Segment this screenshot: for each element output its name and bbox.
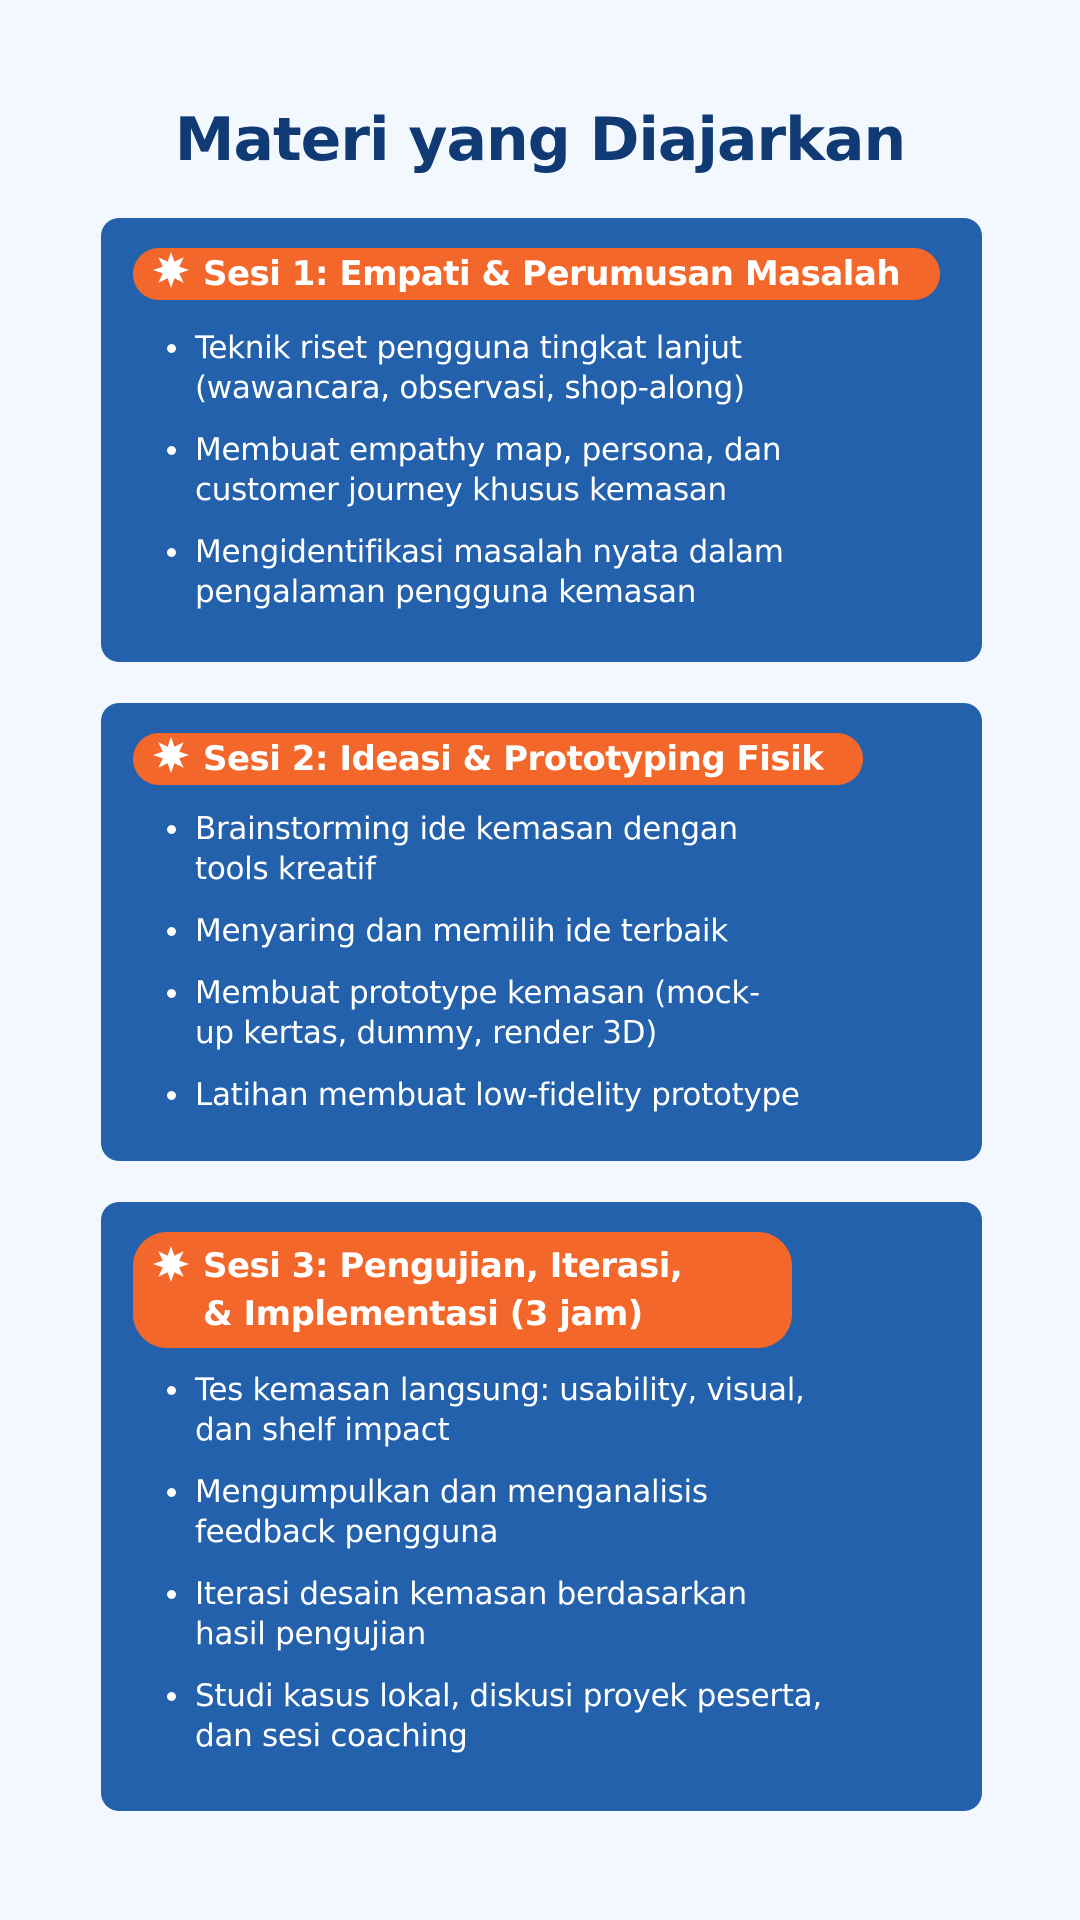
list-item-line: Brainstorming ide kemasan dengan [195, 811, 738, 847]
list-item-line: (wawancara, observasi, shop-along) [195, 370, 745, 406]
list-item-line: Iterasi desain kemasan berdasarkan [195, 1576, 747, 1612]
bullet-icon [167, 927, 176, 936]
list-item [195, 328, 962, 408]
bullet-icon [167, 1488, 176, 1497]
session-card-3 [101, 1202, 982, 1811]
session-title-2 [133, 733, 863, 785]
bullet-icon [167, 1386, 176, 1395]
list-item [195, 1075, 962, 1115]
bullet-icon [167, 446, 176, 455]
list-item-line: tools kreatif [195, 851, 376, 887]
list-item [195, 1472, 962, 1552]
session-card-1 [101, 218, 982, 662]
session-title-1 [133, 248, 940, 300]
session-title-line: Sesi 2: Ideasi & Prototyping Fisik [203, 739, 824, 779]
bullet-icon [167, 825, 176, 834]
list-item-line: Mengumpulkan dan menganalisis [195, 1474, 708, 1510]
starburst-icon [153, 1246, 189, 1282]
list-item [195, 430, 962, 510]
list-item [195, 911, 962, 951]
list-item-line: Latihan membuat low-fidelity prototype [195, 1077, 800, 1113]
list-item-line: Menyaring dan memilih ide terbaik [195, 913, 728, 949]
list-item-line: Membuat prototype kemasan (mock- [195, 975, 760, 1011]
list-item-line: feedback pengguna [195, 1514, 499, 1550]
bullet-icon [167, 548, 176, 557]
session-card-2 [101, 703, 982, 1161]
list-item-line: Studi kasus lokal, diskusi proyek peserta, [195, 1678, 822, 1714]
list-item [195, 1574, 962, 1654]
list-item [195, 973, 962, 1053]
bullet-icon [167, 1590, 176, 1599]
session-title-line: Sesi 3: Pengujian, Iterasi, [203, 1246, 683, 1286]
session-3-list [195, 1370, 962, 1778]
list-item-line: Mengidentifikasi masalah nyata dalam [195, 534, 784, 570]
page-title: Materi yang Diajarkan [174, 105, 906, 175]
session-title-line: Sesi 1: Empati & Perumusan Masalah [203, 254, 901, 294]
list-item [195, 532, 962, 612]
starburst-icon [153, 252, 189, 288]
session-2-list [195, 809, 962, 1137]
session-1-list [195, 328, 962, 634]
starburst-icon [153, 737, 189, 773]
list-item-line: Teknik riset pengguna tingkat lanjut [195, 330, 742, 366]
list-item [195, 809, 962, 889]
list-item-line: hasil pengujian [195, 1616, 426, 1652]
session-title-line: & Implementasi (3 jam) [203, 1294, 643, 1334]
list-item [195, 1676, 962, 1756]
list-item-line: dan shelf impact [195, 1412, 450, 1448]
list-item-line: Tes kemasan langsung: usability, visual, [195, 1372, 805, 1408]
list-item-line: customer journey khusus kemasan [195, 472, 727, 508]
list-item-line: up kertas, dummy, render 3D) [195, 1015, 658, 1051]
session-title-3 [133, 1232, 792, 1348]
bullet-icon [167, 1091, 176, 1100]
bullet-icon [167, 344, 176, 353]
bullet-icon [167, 1692, 176, 1701]
list-item-line: pengalaman pengguna kemasan [195, 574, 697, 610]
list-item-line: Membuat empathy map, persona, dan [195, 432, 782, 468]
list-item-line: dan sesi coaching [195, 1718, 468, 1754]
bullet-icon [167, 989, 176, 998]
list-item [195, 1370, 962, 1450]
